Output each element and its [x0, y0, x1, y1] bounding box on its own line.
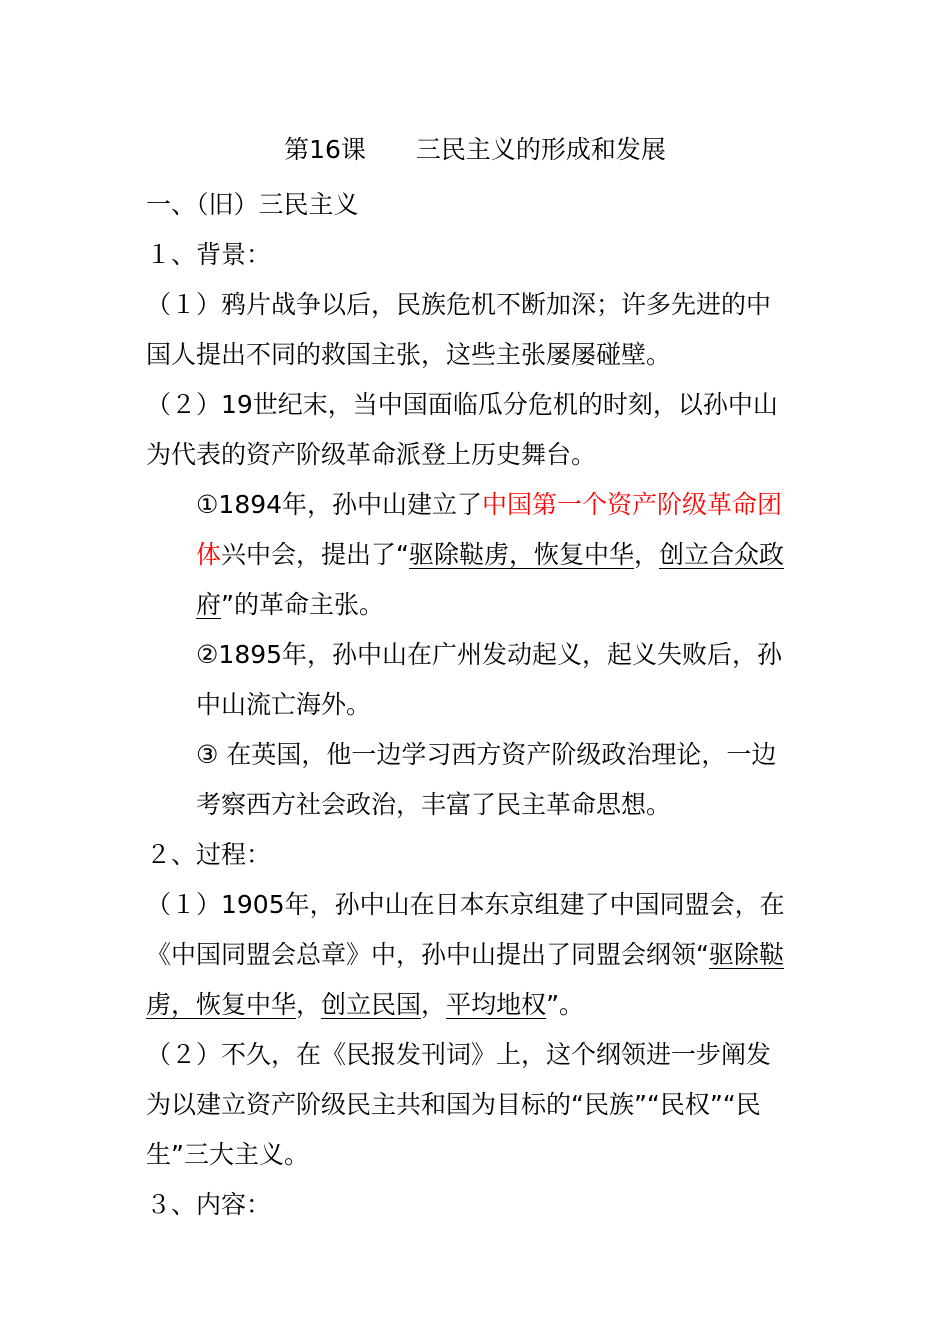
item-1894-underline-1: 驱除鞑虏，恢复中华 [408, 540, 634, 569]
process-1-text-d: ”。 [546, 990, 585, 1019]
lesson-title: 第16课 三民主义的形成和发展 [284, 135, 666, 164]
process-1-underline-1: 驱除鞑虏，恢复中华 [146, 940, 784, 1019]
item-1895: ②1895年，孙中山在广州发动起义，起义失败后，孙中山流亡海外。 [196, 640, 783, 719]
subheading-content: ３、内容： [146, 1190, 272, 1219]
item-1894-highlight: 中国第一个资产阶级革命团体 [196, 490, 783, 569]
process-1-underline-2: 创立民国 [321, 990, 422, 1019]
paragraph-background-1: （１）鸦片战争以后，民族危机不断加深；许多先进的中国人提出不同的救国主张，这些主张屡屡碰壁。 [146, 290, 772, 369]
process-1-text-c1: ， [296, 990, 322, 1019]
process-1-text-c2: ， [421, 990, 447, 1019]
paragraph-process-2: （２）不久，在《民报发刊词》上，这个纲领进一步阐发为以建立资产阶级民主共和国为目标的“民族”“民权”“民生”三大主义。 [146, 1040, 772, 1169]
process-1-underline-3: 平均地权 [446, 990, 547, 1019]
paragraph-process-1 [146, 880, 791, 1030]
item-1894-text-a: ①1894年，孙中山建立了 [196, 490, 483, 519]
process-1-text-a: （１）1905年，孙中山在日本东京组建了中国同盟会，在《中国同盟会总章》中，孙中山提出了同盟会纲领“ [146, 890, 785, 969]
section-heading: 一、（旧）三民主义 [146, 190, 359, 219]
subheading-process: ２、过程： [146, 840, 272, 869]
item-1894-text-b: 兴中会，提出了“ [221, 540, 409, 569]
item-1894-text-d: ”的革命主张。 [221, 590, 384, 619]
item-1894-text-c: ， [633, 540, 659, 569]
subheading-background: １、背景： [146, 240, 272, 269]
item-1894 [146, 480, 791, 630]
document-body [146, 180, 791, 1230]
item-england: ③ 在英国，他一边学习西方资产阶级政治理论，一边考察西方社会政治，丰富了民主革命思想。 [196, 740, 777, 819]
item-1894-underline-2: 创立合众政府 [196, 540, 785, 619]
paragraph-background-2: （２）19世纪末，当中国面临瓜分危机的时刻，以孙中山为代表的资产阶级革命派登上历史舞台。 [146, 390, 778, 469]
